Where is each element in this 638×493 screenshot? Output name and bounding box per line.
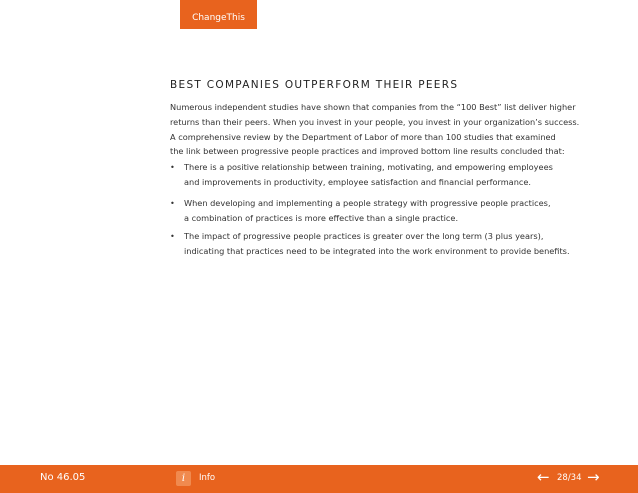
- bullet-line: a combination of practices is more effective than a single practice.: [184, 212, 459, 223]
- intro-line: the link between progressive people practices and improved bottom line results concluded that:: [170, 146, 565, 157]
- next-page-icon[interactable]: →: [587, 468, 600, 486]
- bullet-line: There is a positive relationship between training, motivating, and empowering employees: [184, 162, 553, 172]
- intro-line: Numerous independent studies have shown that companies from the “100 Best” list deliver higher: [170, 102, 576, 112]
- bullet-line: and improvements in productivity, employee satisfaction and financial performance.: [184, 176, 532, 187]
- tab-label: ChangeThis: [192, 13, 245, 23]
- issue-number: No 46.05: [40, 472, 86, 483]
- intro-line: returns than their peers. When you invest in your people, you invest in your organization’s success.: [170, 116, 580, 127]
- info-icon[interactable]: i: [176, 471, 191, 486]
- bullet-item: [170, 160, 553, 190]
- prev-page-icon[interactable]: ←: [537, 468, 550, 486]
- bullet-marker: •: [170, 198, 175, 208]
- bullet-marker: •: [170, 162, 175, 172]
- info-link[interactable]: Info: [199, 473, 216, 483]
- footer-bar: [0, 465, 638, 493]
- bullet-marker: •: [170, 231, 175, 241]
- bullet-line: When developing and implementing a people strategy with progressive people practices,: [184, 198, 551, 208]
- bullet-item: [170, 229, 570, 259]
- bullet-item: [170, 196, 551, 226]
- bullet-line: indicating that practices need to be integrated into the work environment to provide benefits.: [184, 245, 570, 256]
- intro-line: A comprehensive review by the Department of Labor of more than 100 studies that examined: [170, 131, 556, 142]
- article-heading: BEST COMPANIES OUTPERFORM THEIR PEERS: [170, 79, 459, 91]
- changethis-tab[interactable]: [180, 0, 257, 29]
- article-intro: [170, 100, 610, 159]
- bullet-line: The impact of progressive people practices is greater over the long term (3 plus years),: [184, 231, 544, 241]
- page-indicator: 28/34: [557, 473, 582, 483]
